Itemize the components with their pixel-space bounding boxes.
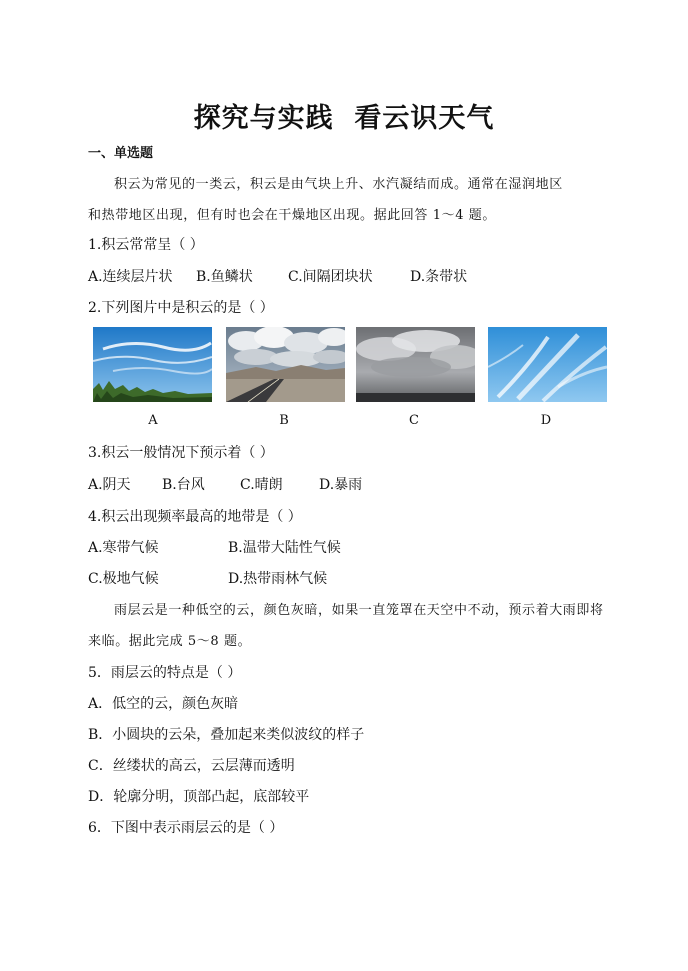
passage2-line2: 来临。据此完成 5～8 题。 <box>88 634 252 649</box>
q5-option-c: C．丝缕状的高云，云层薄而透明 <box>88 758 295 774</box>
q4-option-c: C.极地气候 <box>88 571 159 587</box>
cloud-photo-c <box>356 327 475 402</box>
q4-stem: 4.积云出现频率最高的地带是（ ） <box>88 509 302 525</box>
q1-stem: 1.积云常常呈（ ） <box>88 237 204 253</box>
passage1-line2: 和热带地区出现，但有时也会在干燥地区出现。据此回答 1～4 题。 <box>88 208 497 223</box>
q4-option-b: B.温带大陆性气候 <box>228 540 341 556</box>
cloud-photo-a <box>93 327 212 402</box>
q1-option-a: A.连续层片状 <box>88 269 173 285</box>
page-title: 探究与实践 看云识天气 <box>193 103 495 134</box>
q4-option-a: A.寒带气候 <box>88 540 159 556</box>
cloud-photo-d <box>488 327 607 402</box>
q1-option-d: D.条带状 <box>410 269 468 285</box>
q5-option-a: A．低空的云，颜色灰暗 <box>88 696 239 712</box>
photo-caption-d: D <box>540 413 552 428</box>
q5-stem: 5．雨层云的特点是（ ） <box>88 665 242 681</box>
q3-option-c: C.晴朗 <box>240 477 283 493</box>
q3-option-b: B.台风 <box>162 477 205 493</box>
q5-option-d: D．轮廓分明，顶部凸起，底部较平 <box>88 789 310 805</box>
section-heading: 一、单选题 <box>88 146 154 161</box>
q5-option-b: B．小圆块的云朵，叠加起来类似波纹的样子 <box>88 727 365 743</box>
passage1-line1: 积云为常见的一类云，积云是由气块上升、水汽凝结而成。通常在湿润地区 <box>114 177 563 192</box>
passage2-line1: 雨层云是一种低空的云，颜色灰暗，如果一直笼罩在天空中不动，预示着大雨即将 <box>114 603 604 618</box>
q6-stem: 6．下图中表示雨层云的是（ ） <box>88 820 284 836</box>
q3-stem: 3.积云一般情况下预示着（ ） <box>88 445 274 461</box>
photo-caption-c: C <box>409 413 419 428</box>
q2-stem: 2.下列图片中是积云的是（ ） <box>88 300 274 316</box>
q1-option-c: C.间隔团块状 <box>288 269 373 285</box>
cloud-photo-b <box>226 327 345 402</box>
q3-option-d: D.暴雨 <box>319 477 363 493</box>
photo-caption-a: A <box>148 413 158 428</box>
photo-caption-b: B <box>279 413 289 428</box>
q1-option-b: B.鱼鳞状 <box>196 269 253 285</box>
q3-option-a: A.阴天 <box>88 477 131 493</box>
q4-option-d: D.热带雨林气候 <box>228 571 328 587</box>
